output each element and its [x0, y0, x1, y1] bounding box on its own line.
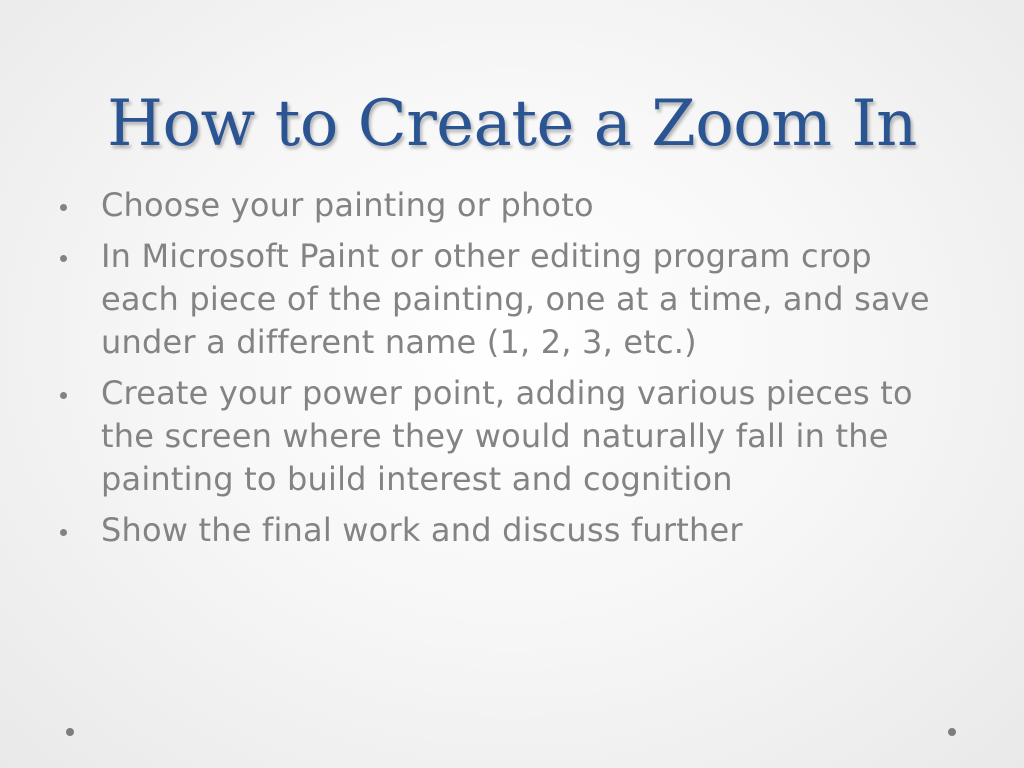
bullet-text: In Microsoft Paint or other editing program crop each piece of the painting, one at a time, and save under a different name (1, 2, 3, etc.) [101, 237, 930, 361]
bullet-dot-icon [60, 204, 67, 211]
bullet-text: Choose your painting or photo [101, 186, 594, 224]
bullet-text: Create your power point, adding various pieces to the screen where they would naturally fall in the painting to build interest and cognition [101, 374, 913, 498]
bullet-item [58, 372, 958, 501]
bullet-item [58, 184, 958, 227]
bullet-dot-icon [60, 255, 67, 262]
bullet-text: Show the final work and discuss further [101, 511, 743, 549]
slide-title: How to Create a Zoom In [107, 87, 917, 161]
bullet-dot-icon [60, 392, 67, 399]
bullet-item [58, 509, 958, 552]
decorative-dot-icon [948, 728, 956, 736]
bullet-list [58, 184, 958, 560]
bullet-item [58, 235, 958, 364]
decorative-dot-icon [66, 728, 74, 736]
bullet-dot-icon [60, 529, 67, 536]
